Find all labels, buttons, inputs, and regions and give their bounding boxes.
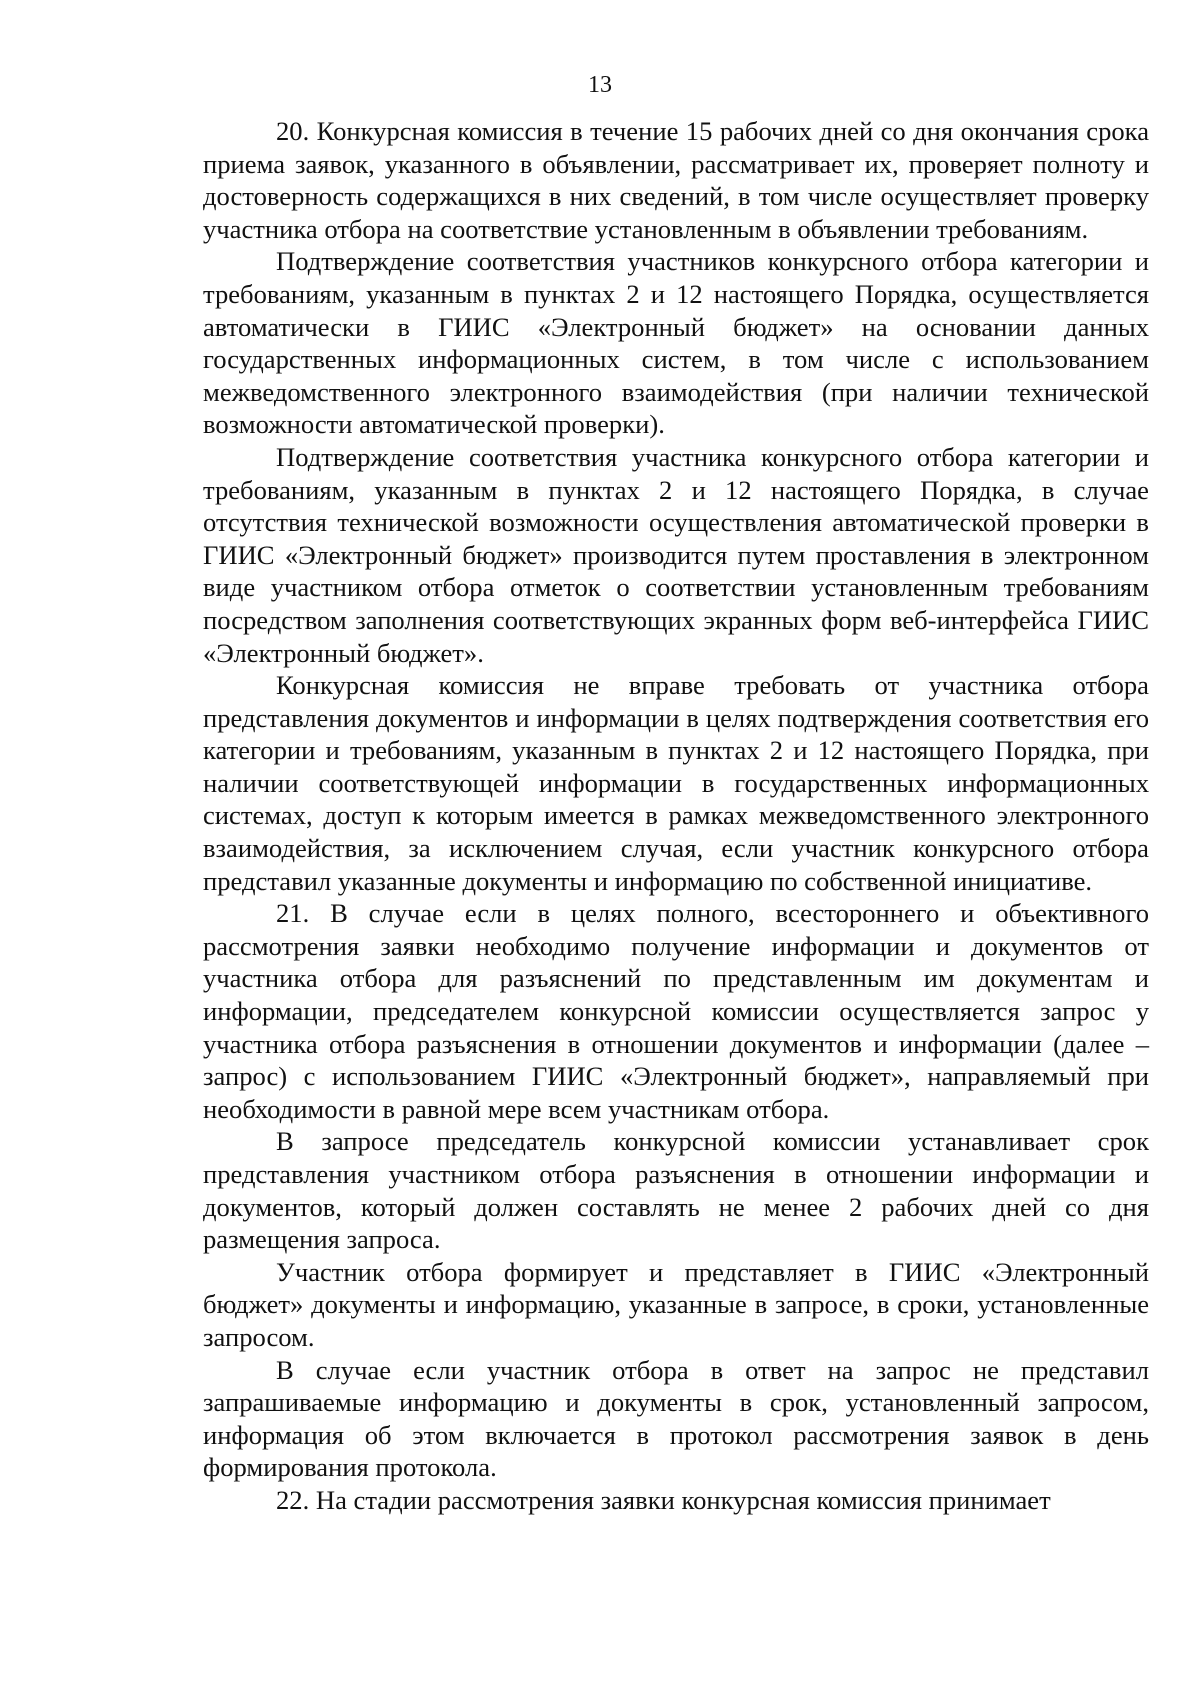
- paragraph-no-documents-required: Конкурсная комиссия не вправе требовать от участника отбора представления документов и информации в целях подтверждения соответствия его категории и требованиям, указанным в пунктах 2 и 12 настоящего Порядка, при наличии соответствующей информации в государственных информационных системах, доступ к которым имеется в рамках межведомственного электронного взаимодействия, за исключением случая, если участник конкурсного отбора представил указанные документы и информацию по собственной инициативе.: [203, 670, 1149, 896]
- document-body: [203, 115, 1149, 1517]
- paragraph-participant-response: Участник отбора формирует и представляет в ГИИС «Электронный бюджет» документы и информацию, указанные в запросе, в сроки, установленные запросом.: [203, 1256, 1149, 1352]
- paragraph-22: 22. На стадии рассмотрения заявки конкурсная комиссия принимает: [276, 1484, 1051, 1515]
- paragraph-20: 20. Конкурсная комиссия в течение 15 рабочих дней со дня окончания срока приема заявок, указанного в объявлении, рассматривает их, проверяет полноту и достоверность содержащихся в них сведений, в том числе осуществляет проверку участника отбора на соответствие установленным в объявлении требованиям.: [203, 116, 1149, 244]
- paragraph-no-response: В случае если участник отбора в ответ на запрос не представил запрашиваемые информацию и документы в срок, установленный запросом, информация об этом включается в протокол рассмотрения заявок в день формирования протокола.: [203, 1354, 1149, 1483]
- paragraph-automatic-check: Подтверждение соответствия участников конкурсного отбора категории и требованиям, указанным в пунктах 2 и 12 настоящего Порядка, осуществляется автоматически в ГИИС «Электронный бюджет» на основании данных государственных информационных систем, в том числе с использованием межведомственного электронного взаимодействия (при наличии технической возможности автоматической проверки).: [203, 246, 1149, 440]
- paragraph-21: 21. В случае если в целях полного, всестороннего и объективного рассмотрения заявки необходимо получение информации и документов от участника отбора для разъяснений по представленным им документам и информации, председателем конкурсной комиссии осуществляется запрос у участника отбора разъяснения в отношении документов и информации (далее – запрос) с использованием ГИИС «Электронный бюджет», направляемый при необходимости в равной мере всем участникам отбора.: [203, 898, 1149, 1124]
- page-number: 13: [588, 72, 612, 98]
- paragraph-manual-check: Подтверждение соответствия участника конкурсного отбора категории и требованиям, указанным в пунктах 2 и 12 настоящего Порядка, в случае отсутствия технической возможности осуществления автоматической проверки в ГИИС «Электронный бюджет» производится путем проставления в электронном виде участником отбора отметок о соответствии установленным требованиям посредством заполнения соответствующих экранных форм веб-интерфейса ГИИС «Электронный бюджет».: [203, 441, 1149, 668]
- paragraph-request-deadline: В запросе председатель конкурсной комиссии устанавливает срок представления участником отбора разъяснения в отношении информации и документов, который должен составлять не менее 2 рабочих дней со дня размещения запроса.: [203, 1126, 1149, 1255]
